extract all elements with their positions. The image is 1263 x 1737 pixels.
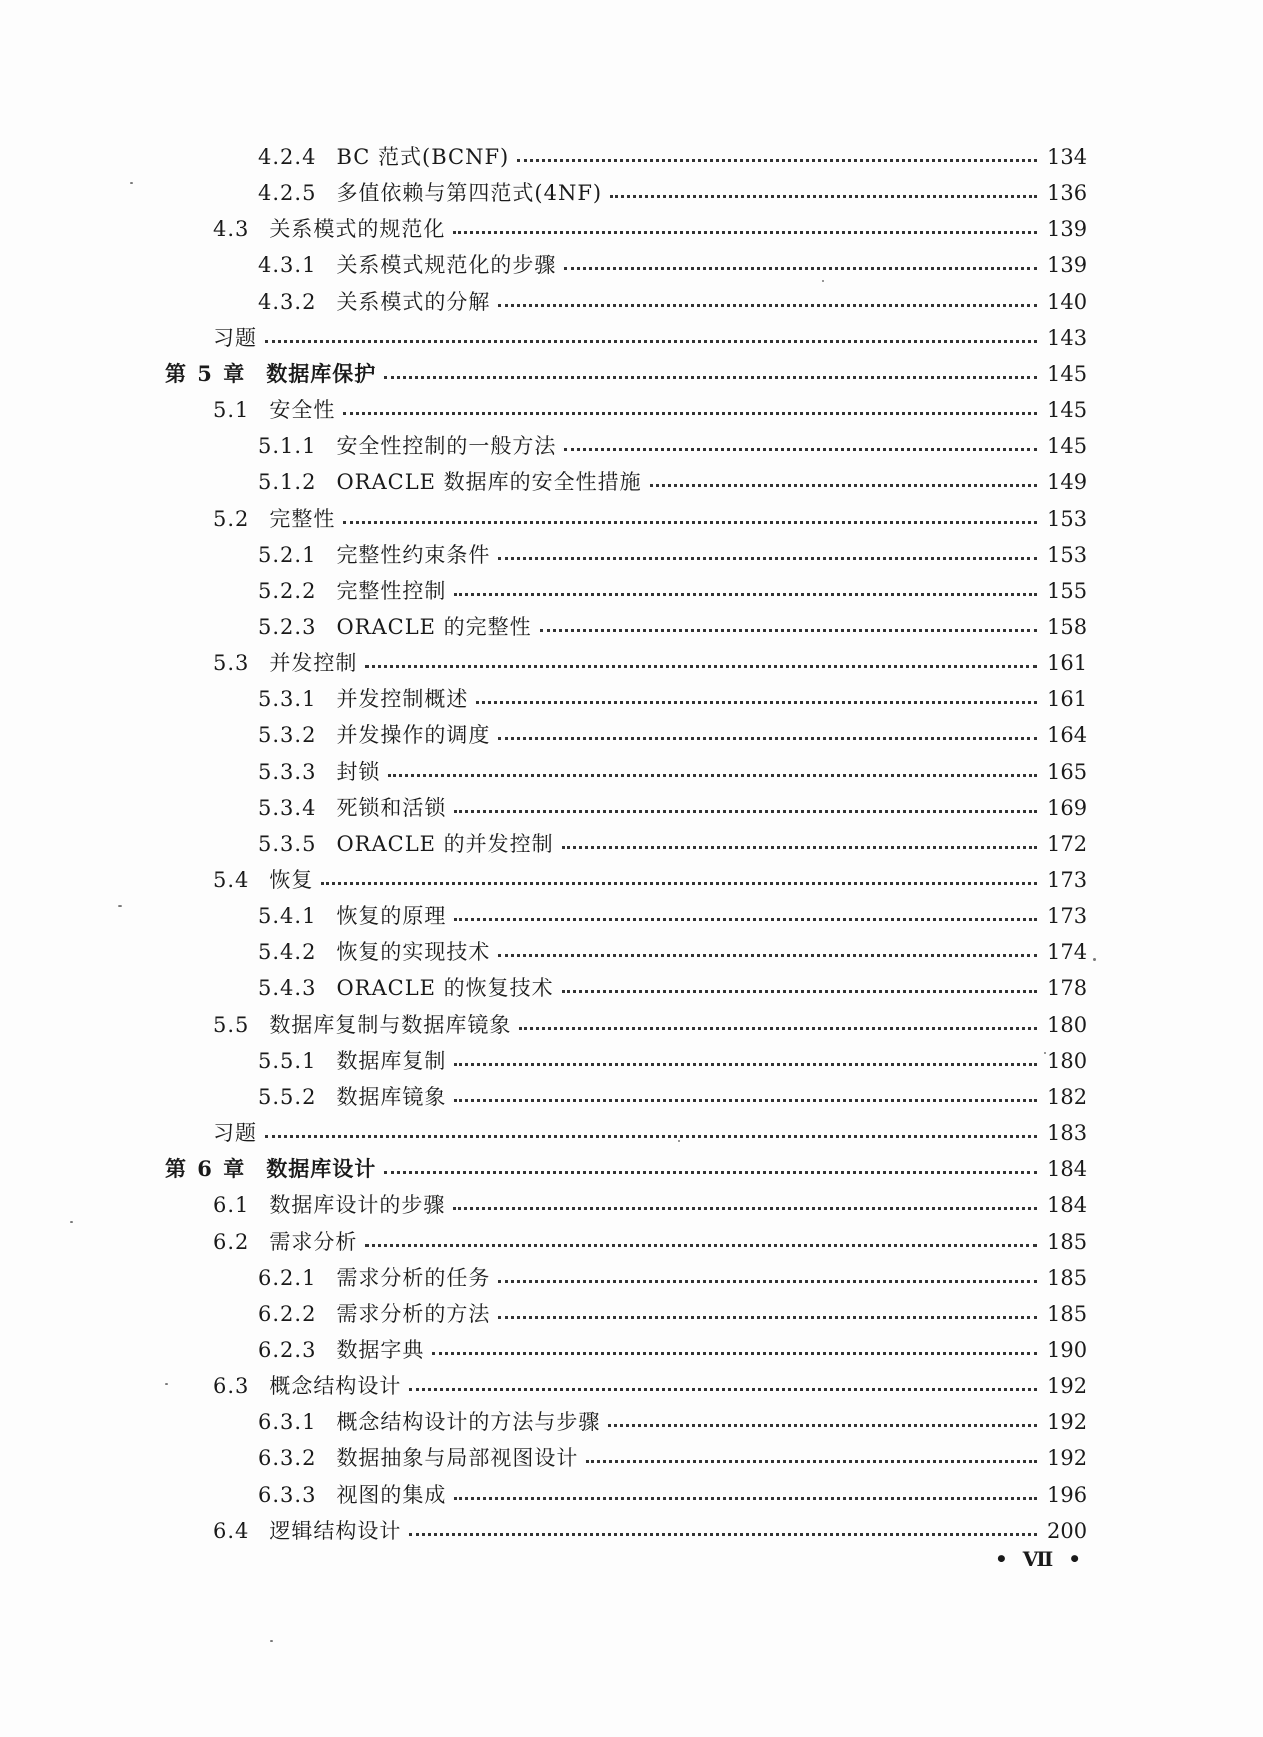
toc-entry-page-number: 172 bbox=[1047, 832, 1088, 856]
toc-entry-subsection bbox=[258, 249, 1087, 281]
toc-entry-title: 恢复 bbox=[269, 868, 314, 892]
toc-entry-page-number: 173 bbox=[1047, 868, 1088, 892]
toc-entry-subsection bbox=[258, 1298, 1087, 1330]
toc-entry-subsection bbox=[258, 611, 1087, 643]
toc-entry-number: 6.4 bbox=[213, 1519, 250, 1543]
dot-leader bbox=[519, 1027, 1037, 1030]
toc-entry-page-number: 139 bbox=[1047, 217, 1088, 241]
scan-speck bbox=[118, 905, 122, 907]
toc-entry-subsection bbox=[258, 972, 1087, 1004]
toc-entry-page-number: 180 bbox=[1047, 1049, 1088, 1073]
dot-leader bbox=[343, 521, 1037, 524]
toc-entry-number: 5.3.3 bbox=[258, 760, 317, 784]
toc-entry-page-number: 185 bbox=[1047, 1230, 1088, 1254]
toc-entry-section bbox=[213, 1226, 1087, 1258]
dot-leader bbox=[409, 1388, 1037, 1391]
toc-entry-title: ORACLE 的完整性 bbox=[336, 615, 532, 639]
toc-entry-page-number: 169 bbox=[1047, 796, 1088, 820]
dot-leader bbox=[432, 1352, 1037, 1355]
scan-speck bbox=[165, 1383, 168, 1385]
toc-entry-title: 需求分析的方法 bbox=[336, 1302, 491, 1326]
toc-entry-page-number: 184 bbox=[1047, 1157, 1088, 1181]
toc-entry-title: 数据抽象与局部视图设计 bbox=[336, 1446, 579, 1470]
toc-entry-plain bbox=[213, 1117, 1087, 1149]
toc-entry-number: 5.5.1 bbox=[258, 1049, 317, 1073]
toc-entry-page-number: 190 bbox=[1047, 1338, 1088, 1362]
toc-entry-title: 数据库设计 bbox=[266, 1156, 377, 1181]
toc-entry-number: 5.1.1 bbox=[258, 434, 317, 458]
dot-leader bbox=[454, 593, 1037, 596]
toc-entry-page-number: 196 bbox=[1047, 1483, 1088, 1507]
scan-speck bbox=[1093, 958, 1096, 961]
toc-entry-subsection bbox=[258, 1262, 1087, 1294]
dot-leader bbox=[265, 1135, 1037, 1138]
toc-entry-number: 5.3.4 bbox=[258, 796, 317, 820]
toc-entry-title: 关系模式规范化的步骤 bbox=[336, 253, 557, 277]
toc-entry-title: 关系模式的规范化 bbox=[269, 217, 446, 241]
toc-entry-subsection bbox=[258, 1479, 1087, 1511]
toc-entry-title: ORACLE 的并发控制 bbox=[336, 832, 554, 856]
toc-entry-title: 完整性约束条件 bbox=[336, 543, 491, 567]
toc-entry-section bbox=[213, 1009, 1087, 1041]
dot-leader bbox=[454, 1099, 1037, 1102]
toc-entry-subsection bbox=[258, 683, 1087, 715]
toc-entry-page-number: 153 bbox=[1047, 543, 1088, 567]
toc-entry-number: 5.4 bbox=[213, 868, 250, 892]
toc-entry-number: 5.2.3 bbox=[258, 615, 317, 639]
toc-entry-title: 数据库复制与数据库镜象 bbox=[269, 1013, 512, 1037]
toc-entry-subsection bbox=[258, 286, 1087, 318]
toc-entry-page-number: 164 bbox=[1047, 723, 1088, 747]
toc-entry-title: 多值依赖与第四范式(4NF) bbox=[336, 181, 603, 205]
toc-entry-number: 第 5 章 bbox=[165, 361, 247, 386]
toc-entry-title: 封锁 bbox=[336, 760, 381, 784]
dot-leader bbox=[540, 629, 1037, 632]
toc-entry-title: BC 范式(BCNF) bbox=[336, 145, 510, 169]
toc-entry-page-number: 134 bbox=[1047, 145, 1088, 169]
toc-entry-subsection bbox=[258, 756, 1087, 788]
toc-entry-number: 6.2.3 bbox=[258, 1338, 317, 1362]
dot-leader bbox=[454, 918, 1037, 921]
scan-speck bbox=[822, 280, 824, 282]
toc-entry-subsection bbox=[258, 936, 1087, 968]
toc-entry-number: 5.2.2 bbox=[258, 579, 317, 603]
toc-entry-subsection bbox=[258, 1442, 1087, 1474]
toc-entry-title: 数据字典 bbox=[336, 1338, 425, 1362]
toc-entry-title: 并发控制 bbox=[269, 651, 358, 675]
toc-entry-page-number: 158 bbox=[1047, 615, 1088, 639]
toc-entry-subsection bbox=[258, 1045, 1087, 1077]
scan-speck bbox=[130, 182, 133, 184]
dot-leader bbox=[454, 1497, 1037, 1500]
dot-leader bbox=[564, 448, 1037, 451]
toc-entry-number: 5.3.5 bbox=[258, 832, 317, 856]
toc-entry-number: 5.2.1 bbox=[258, 543, 317, 567]
dot-leader bbox=[265, 340, 1037, 343]
toc-entry-title: 视图的集成 bbox=[336, 1483, 447, 1507]
dot-leader bbox=[562, 846, 1037, 849]
toc-entry-subsection bbox=[258, 141, 1087, 173]
toc-entry-subsection bbox=[258, 430, 1087, 462]
page-folio: • Ⅶ • bbox=[995, 1547, 1085, 1571]
toc-entry-page-number: 180 bbox=[1047, 1013, 1088, 1037]
toc-entry-title: 关系模式的分解 bbox=[336, 290, 491, 314]
toc-entry-section bbox=[213, 213, 1087, 245]
toc-entry-number: 6.3 bbox=[213, 1374, 250, 1398]
dot-leader bbox=[409, 1533, 1037, 1536]
toc-entry-number: 6.1 bbox=[213, 1193, 250, 1217]
dot-leader bbox=[610, 195, 1037, 198]
toc-entry-number: 5.4.2 bbox=[258, 940, 317, 964]
toc-entry-title: 数据库复制 bbox=[336, 1049, 447, 1073]
dot-leader bbox=[517, 159, 1037, 162]
dot-leader bbox=[562, 990, 1037, 993]
toc-entry-page-number: 153 bbox=[1047, 507, 1088, 531]
dot-leader bbox=[384, 376, 1037, 379]
toc-entry-number: 5.1.2 bbox=[258, 470, 317, 494]
dot-leader bbox=[650, 484, 1037, 487]
toc-entry-title: 安全性控制的一般方法 bbox=[336, 434, 557, 458]
toc-entry-subsection bbox=[258, 1406, 1087, 1438]
toc-entry-subsection bbox=[258, 828, 1087, 860]
toc-entry-section bbox=[213, 647, 1087, 679]
dot-leader bbox=[365, 1244, 1037, 1247]
toc-entry-page-number: 185 bbox=[1047, 1302, 1088, 1326]
toc-entry-page-number: 183 bbox=[1047, 1121, 1088, 1145]
toc-entry-page-number: 145 bbox=[1047, 434, 1088, 458]
toc-entry-section bbox=[213, 864, 1087, 896]
toc-entry-page-number: 173 bbox=[1047, 904, 1088, 928]
toc-entry-plain bbox=[213, 322, 1087, 354]
toc-entry-page-number: 192 bbox=[1047, 1410, 1088, 1434]
toc-entry-chapter bbox=[165, 1153, 1087, 1185]
toc-entry-title: 需求分析 bbox=[269, 1230, 358, 1254]
toc-entry-page-number: 136 bbox=[1047, 181, 1088, 205]
toc-entry-page-number: 178 bbox=[1047, 976, 1088, 1000]
scan-speck bbox=[1044, 1052, 1046, 1054]
toc-entry-subsection bbox=[258, 1081, 1087, 1113]
toc-entry-subsection bbox=[258, 719, 1087, 751]
toc-entry-section bbox=[213, 1370, 1087, 1402]
dot-leader bbox=[498, 1316, 1037, 1319]
toc-entry-title: 恢复的实现技术 bbox=[336, 940, 491, 964]
dot-leader bbox=[498, 1280, 1037, 1283]
scan-speck bbox=[70, 1221, 73, 1223]
toc-entry-subsection bbox=[258, 177, 1087, 209]
toc-entry-title: 数据库镜象 bbox=[336, 1085, 447, 1109]
toc-entry-number: 6.3.3 bbox=[258, 1483, 317, 1507]
toc-entry-page-number: 200 bbox=[1047, 1519, 1088, 1543]
toc-entry-chapter bbox=[165, 358, 1087, 390]
toc-entry-subsection bbox=[258, 575, 1087, 607]
toc-entry-page-number: 161 bbox=[1047, 687, 1088, 711]
toc-entry-section bbox=[213, 394, 1087, 426]
dot-leader bbox=[453, 231, 1037, 234]
dot-leader bbox=[608, 1424, 1037, 1427]
dot-leader bbox=[384, 1171, 1037, 1174]
toc-entry-number: 5.5 bbox=[213, 1013, 250, 1037]
toc-entry-page-number: 145 bbox=[1047, 398, 1088, 422]
toc-entry-page-number: 143 bbox=[1047, 326, 1088, 350]
toc-entry-title: 完整性 bbox=[269, 507, 336, 531]
toc-entry-number: 5.4.1 bbox=[258, 904, 317, 928]
toc-entry-section bbox=[213, 503, 1087, 535]
toc-entry-page-number: 145 bbox=[1047, 362, 1088, 386]
toc-entry-title: 需求分析的任务 bbox=[336, 1266, 491, 1290]
toc-entry-page-number: 192 bbox=[1047, 1374, 1088, 1398]
dot-leader bbox=[498, 737, 1037, 740]
dot-leader bbox=[454, 810, 1037, 813]
dot-leader bbox=[476, 701, 1037, 704]
dot-leader bbox=[586, 1460, 1037, 1463]
toc-entry-title: 并发控制概述 bbox=[336, 687, 469, 711]
toc-entry-title: 恢复的原理 bbox=[336, 904, 447, 928]
toc-entry-number: 6.2.2 bbox=[258, 1302, 317, 1326]
toc-entry-number: 5.2 bbox=[213, 507, 250, 531]
toc-entry-title: ORACLE 数据库的安全性措施 bbox=[336, 470, 642, 494]
toc-entry-number: 4.3.1 bbox=[258, 253, 317, 277]
dot-leader bbox=[453, 1207, 1037, 1210]
toc-entry-number: 4.2.5 bbox=[258, 181, 317, 205]
toc-entry-page-number: 161 bbox=[1047, 651, 1088, 675]
toc-entry-number: 6.2.1 bbox=[258, 1266, 317, 1290]
dot-leader bbox=[454, 1063, 1037, 1066]
toc-entry-title: 死锁和活锁 bbox=[336, 796, 447, 820]
dot-leader bbox=[498, 954, 1037, 957]
dot-leader bbox=[365, 665, 1037, 668]
toc-entry-number: 5.4.3 bbox=[258, 976, 317, 1000]
toc-entry-title: 并发操作的调度 bbox=[336, 723, 491, 747]
toc-entry-number: 6.2 bbox=[213, 1230, 250, 1254]
toc-entry-number: 5.1 bbox=[213, 398, 250, 422]
toc-entry-page-number: 139 bbox=[1047, 253, 1088, 277]
scan-speck bbox=[678, 1140, 680, 1142]
toc-entry-subsection bbox=[258, 1334, 1087, 1366]
toc-entry-title: 概念结构设计 bbox=[269, 1374, 402, 1398]
toc-entry-page-number: 184 bbox=[1047, 1193, 1088, 1217]
toc-entry-title: 逻辑结构设计 bbox=[269, 1519, 402, 1543]
scan-speck bbox=[270, 1640, 273, 1642]
toc-entry-number: 4.3.2 bbox=[258, 290, 317, 314]
toc-entry-page-number: 192 bbox=[1047, 1446, 1088, 1470]
toc-entry-page-number: 165 bbox=[1047, 760, 1088, 784]
dot-leader bbox=[564, 267, 1037, 270]
toc-entry-page-number: 155 bbox=[1047, 579, 1088, 603]
toc-entry-title: 概念结构设计的方法与步骤 bbox=[336, 1410, 601, 1434]
toc-entry-number: 5.5.2 bbox=[258, 1085, 317, 1109]
dot-leader bbox=[321, 882, 1037, 885]
toc-entry-title: 数据库保护 bbox=[266, 361, 377, 386]
toc-entry-subsection bbox=[258, 539, 1087, 571]
toc-entry-section bbox=[213, 1189, 1087, 1221]
toc-entry-subsection bbox=[258, 466, 1087, 498]
toc-entry-number: 4.3 bbox=[213, 217, 250, 241]
toc-entry-title: 完整性控制 bbox=[336, 579, 447, 603]
toc-entry-number: 第 6 章 bbox=[165, 1156, 247, 1181]
toc-entry-number: 5.3.1 bbox=[258, 687, 317, 711]
toc-entry-number: 6.3.1 bbox=[258, 1410, 317, 1434]
toc-entry-section bbox=[213, 1515, 1087, 1547]
dot-leader bbox=[498, 557, 1037, 560]
toc-entry-title: 安全性 bbox=[269, 398, 336, 422]
dot-leader bbox=[388, 774, 1037, 777]
toc-entry-number: 6.3.2 bbox=[258, 1446, 317, 1470]
toc-entry-number: 4.2.4 bbox=[258, 145, 317, 169]
toc-entry-page-number: 174 bbox=[1047, 940, 1088, 964]
toc-entry-number: 5.3 bbox=[213, 651, 250, 675]
toc-entry-title: 习题 bbox=[213, 326, 257, 350]
toc-entry-page-number: 182 bbox=[1047, 1085, 1088, 1109]
toc-entry-title: 习题 bbox=[213, 1121, 257, 1145]
dot-leader bbox=[343, 412, 1037, 415]
toc-entry-page-number: 140 bbox=[1047, 290, 1088, 314]
toc-entry-title: 数据库设计的步骤 bbox=[269, 1193, 446, 1217]
dot-leader bbox=[498, 304, 1037, 307]
toc-entry-page-number: 149 bbox=[1047, 470, 1088, 494]
toc-entry-subsection bbox=[258, 792, 1087, 824]
toc-entry-subsection bbox=[258, 900, 1087, 932]
toc-entry-number: 5.3.2 bbox=[258, 723, 317, 747]
toc-entry-page-number: 185 bbox=[1047, 1266, 1088, 1290]
toc-entry-title: ORACLE 的恢复技术 bbox=[336, 976, 554, 1000]
